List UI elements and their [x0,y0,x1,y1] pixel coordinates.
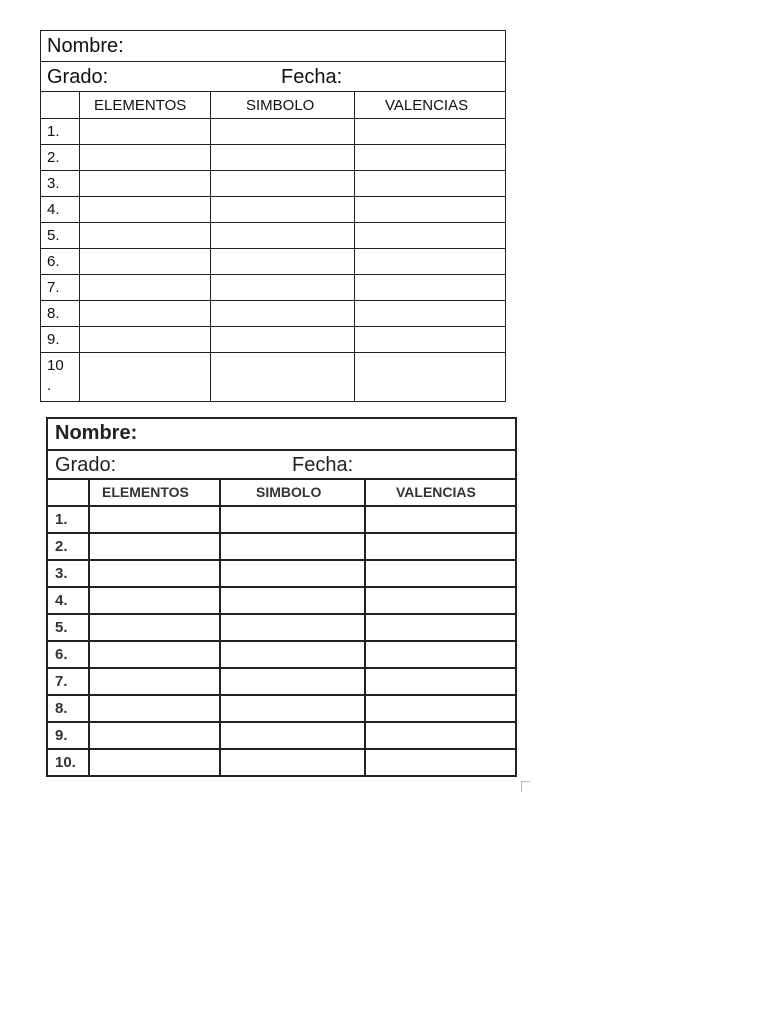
elementos-cell[interactable] [79,275,210,300]
elementos-cell[interactable] [79,171,210,196]
row-number-dot: . [47,377,52,394]
simbolo-cell[interactable] [210,119,354,144]
simbolo-cell[interactable] [210,197,354,222]
elementos-cell[interactable] [79,249,210,274]
table-row [48,534,515,561]
row-number: 3. [47,175,60,192]
elementos-cell[interactable] [88,750,219,777]
simbolo-cell[interactable] [210,171,354,196]
elementos-cell[interactable] [79,353,210,401]
simbolo-cell[interactable] [219,588,364,613]
elementos-cell[interactable] [79,145,210,170]
header-elementos [88,480,219,505]
valencias-cell[interactable] [354,119,505,144]
row-number: 1. [47,123,60,140]
elementos-cell[interactable] [88,561,219,586]
table-header-row [41,92,505,119]
table-row [41,197,505,223]
row-number: 2. [47,149,60,166]
page-corner-mark [521,781,530,792]
table-row [41,145,505,171]
table-row [48,642,515,669]
nombre-row[interactable] [41,31,505,62]
valencias-cell[interactable] [354,249,505,274]
row-number: 6. [55,646,68,663]
table-row [41,119,505,145]
header-elementos-text: ELEMENTOS [94,97,187,114]
simbolo-cell[interactable] [210,145,354,170]
header-valencias-text: VALENCIAS [396,484,476,500]
elementos-cell[interactable] [88,669,219,694]
simbolo-cell[interactable] [210,223,354,248]
valencias-cell[interactable] [354,223,505,248]
fecha-label: Fecha: [281,66,343,88]
table-row [48,750,515,777]
valencias-cell[interactable] [354,145,505,170]
elementos-cell[interactable] [88,696,219,721]
valencias-cell[interactable] [364,507,515,532]
header-valencias [354,92,505,118]
table-row [41,223,505,249]
grado-label: Grado: [47,66,109,88]
header-elementos [79,92,210,118]
header-elementos-text: ELEMENTOS [102,484,189,500]
valencias-cell[interactable] [364,723,515,748]
elementos-cell[interactable] [88,588,219,613]
simbolo-cell[interactable] [219,615,364,640]
grado-fecha-row[interactable] [41,62,505,92]
valencias-cell[interactable] [364,696,515,721]
elementos-cell[interactable] [79,197,210,222]
valencias-cell[interactable] [364,669,515,694]
valencias-cell[interactable] [354,171,505,196]
table-row [48,507,515,534]
simbolo-cell[interactable] [210,353,354,401]
header-valencias-text: VALENCIAS [385,97,469,114]
elementos-cell[interactable] [88,723,219,748]
elementos-cell[interactable] [79,327,210,352]
table-row [41,353,505,401]
elementos-cell[interactable] [88,642,219,667]
row-number: 7. [55,673,68,690]
header-simbolo-text: SIMBOLO [246,97,315,114]
grado-fecha-row[interactable] [48,451,515,480]
valencias-cell[interactable] [354,197,505,222]
row-number: 5. [47,227,60,244]
elementos-cell[interactable] [79,301,210,326]
table-row [48,696,515,723]
row-number: 6. [47,253,60,270]
simbolo-cell[interactable] [210,275,354,300]
table-row [41,275,505,301]
table-row [48,588,515,615]
table-row [48,723,515,750]
row-number: 9. [55,727,68,744]
simbolo-cell[interactable] [210,301,354,326]
valencias-cell[interactable] [354,327,505,352]
row-number: 2. [55,538,68,555]
row-number: 4. [55,592,68,609]
elementos-cell[interactable] [88,507,219,532]
table-row [48,669,515,696]
simbolo-cell[interactable] [210,327,354,352]
valencias-cell[interactable] [364,534,515,559]
simbolo-cell[interactable] [219,642,364,667]
header-simbolo-text: SIMBOLO [256,484,322,500]
valencias-cell[interactable] [364,588,515,613]
elementos-cell[interactable] [79,119,210,144]
worksheet-form-2 [46,417,517,777]
valencias-cell[interactable] [364,750,515,777]
table-header-row [48,480,515,507]
table-row [48,615,515,642]
row-number: 1. [55,511,68,528]
simbolo-cell[interactable] [219,750,364,777]
valencias-cell[interactable] [354,353,505,401]
row-number: 10. [55,754,76,771]
table-row [41,301,505,327]
header-valencias [364,480,515,505]
row-number: 5. [55,619,68,636]
nombre-label: Nombre: [47,35,124,57]
valencias-cell[interactable] [364,642,515,667]
header-simbolo [210,92,354,118]
nombre-row[interactable] [48,419,515,451]
simbolo-cell[interactable] [219,534,364,559]
valencias-cell[interactable] [364,561,515,586]
row-number: 8. [47,305,60,322]
simbolo-cell[interactable] [219,696,364,721]
table-row [41,327,505,353]
valencias-cell[interactable] [354,275,505,300]
header-simbolo [219,480,364,505]
elementos-cell[interactable] [88,615,219,640]
row-number: 8. [55,700,68,717]
row-number: 9. [47,331,60,348]
valencias-cell[interactable] [364,615,515,640]
nombre-label: Nombre: [55,422,138,444]
row-number: 10 [47,357,64,374]
row-number: 4. [47,201,60,218]
simbolo-cell[interactable] [219,723,364,748]
valencias-cell[interactable] [354,301,505,326]
simbolo-cell[interactable] [219,669,364,694]
grado-label: Grado: [55,454,117,476]
row-number: 7. [47,279,60,296]
row-number: 3. [55,565,68,582]
table-row [41,171,505,197]
simbolo-cell[interactable] [219,561,364,586]
table-row [41,249,505,275]
table-row [48,561,515,588]
simbolo-cell[interactable] [219,507,364,532]
worksheet-form-1 [40,30,506,402]
fecha-label: Fecha: [292,454,354,476]
elementos-cell[interactable] [79,223,210,248]
elementos-cell[interactable] [88,534,219,559]
simbolo-cell[interactable] [210,249,354,274]
